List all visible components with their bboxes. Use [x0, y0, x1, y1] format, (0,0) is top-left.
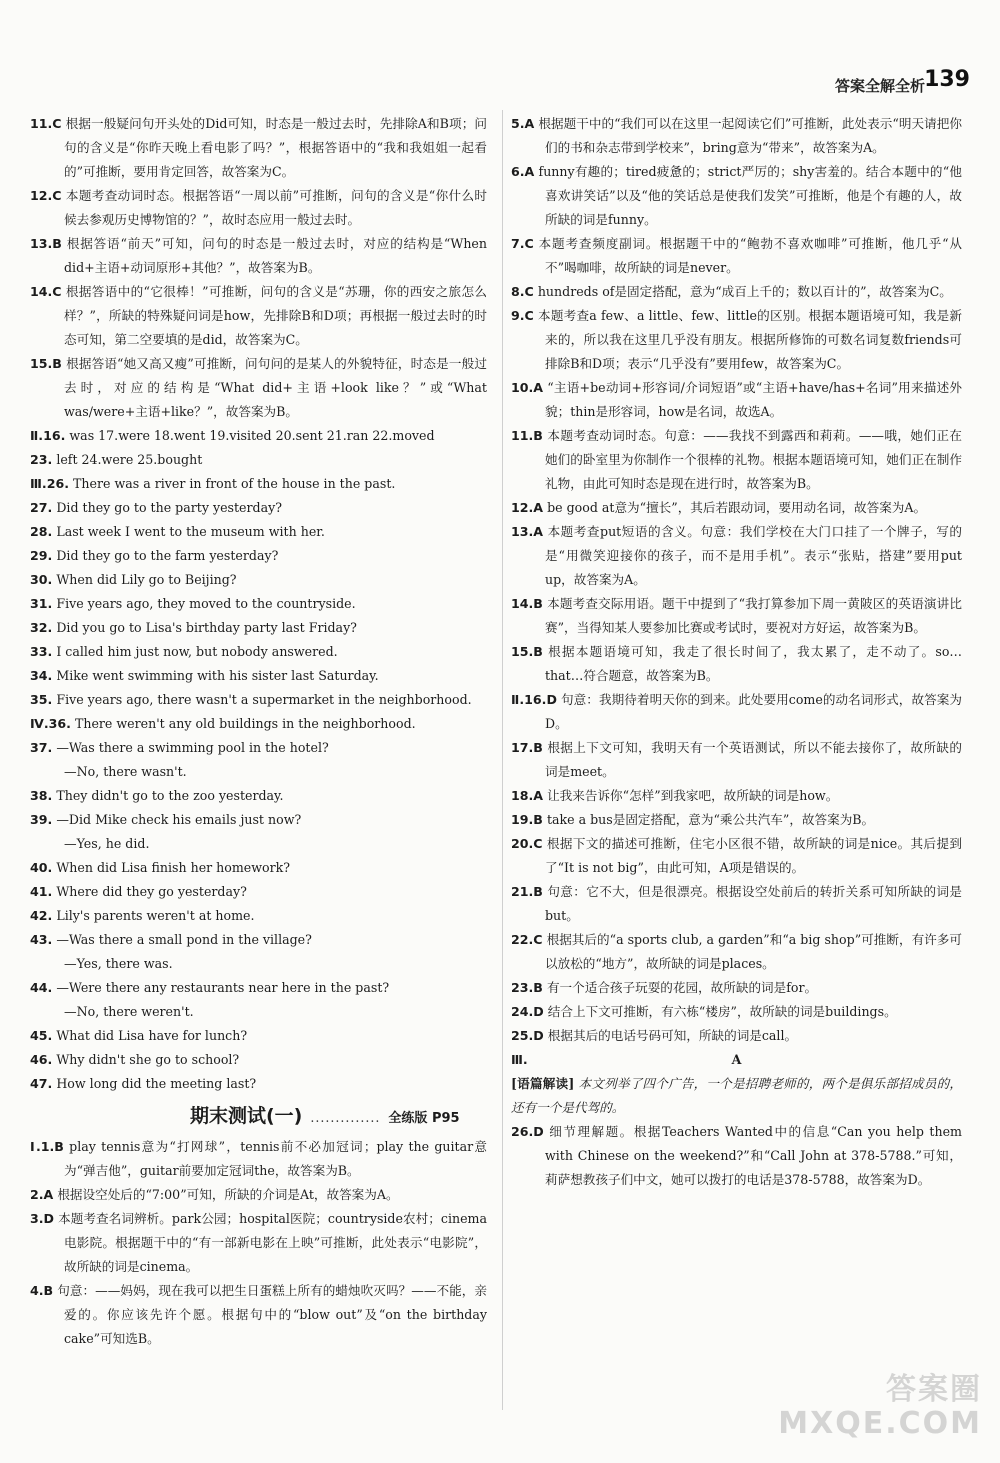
answer-text: Last week I went to the museum with her.: [56, 524, 325, 539]
reading-note: [511, 1072, 962, 1120]
answer-text: 本题考查a few、a little、few、little的区别。根据本题语境可知，我是新来的，所以我在这里几乎没有朋友。根据所修饰的可数名词复数friends可排除B和D项；表示“几乎没有”要用few，故答案为C。: [538, 308, 962, 371]
answer-number: 45.: [30, 1028, 53, 1043]
answer-text: 根据本题语境可知，我走了很长时间了，我太累了，走不动了。so…that…符合题意，故答案为B。: [545, 644, 962, 683]
answer-number: Ⅲ.26.: [30, 476, 69, 491]
section-title: 期末测试(一): [190, 1105, 303, 1127]
column-divider: [502, 110, 503, 1410]
answer-number: 46.: [30, 1052, 53, 1067]
answer-item: [511, 880, 962, 928]
answer-item: [30, 880, 487, 904]
answer-item: [30, 784, 487, 808]
answer-item: [511, 112, 962, 160]
answer-text: —No, there wasn't.: [64, 764, 187, 779]
answer-number: 40.: [30, 860, 53, 875]
answer-text: 句意：——妈妈，现在我可以把生日蛋糕上所有的蜡烛吹灭吗？——不能，亲爱的。你应该先许个愿。根据句中的“blow out”及“on the birthday cake”可知选B。: [57, 1283, 487, 1346]
answer-item: [30, 592, 487, 616]
answer-text: I called him just now, but nobody answered.: [56, 644, 338, 659]
answer-item: [30, 808, 487, 832]
answer-number: 6.A: [511, 164, 535, 179]
answer-number: 11.B: [511, 428, 543, 443]
answer-number: 2.A: [30, 1187, 54, 1202]
right-column: [511, 112, 962, 1192]
answer-number: 5.A: [511, 116, 535, 131]
answer-number: 44.: [30, 980, 53, 995]
answer-item: [511, 424, 962, 496]
answer-text: —Were there any restaurants near here in the past?: [56, 980, 390, 995]
answer-text: take a bus是固定搭配，意为“乘公共汽车”，故答案为B。: [546, 812, 875, 827]
answer-number: 33.: [30, 644, 53, 659]
answer-text: —Yes, he did.: [64, 836, 150, 851]
answer-number: 20.C: [511, 836, 543, 851]
answer-item: [30, 424, 487, 448]
answer-number: 32.: [30, 620, 53, 635]
answer-number: Ⅱ.16.D: [511, 692, 557, 707]
answer-item: [30, 832, 487, 856]
answer-number: Ⅳ.36.: [30, 716, 71, 731]
answer-number: 47.: [30, 1076, 53, 1091]
reading-tag: [语篇解读]: [511, 1076, 575, 1091]
answer-number: 13.A: [511, 524, 544, 539]
answer-item: [511, 640, 962, 688]
answer-text: —Yes, there was.: [64, 956, 173, 971]
answer-text: Did they go to the party yesterday?: [56, 500, 282, 515]
answer-text: 根据题干中的“我们可以在这里一起阅读它们”可推断，此处表示“明天请把你们的书和杂志带到学校来”，bring意为“带来”，故答案为A。: [538, 116, 962, 155]
answer-number: 13.B: [30, 236, 62, 251]
answer-item: [511, 736, 962, 784]
answer-number: 17.B: [511, 740, 543, 755]
answer-item: [511, 304, 962, 376]
answer-item: [30, 1000, 487, 1024]
watermark: [778, 1373, 982, 1441]
page-number: 139: [924, 67, 970, 92]
answer-item: [30, 640, 487, 664]
answer-text: 本题考查put短语的含义。句意：我们学校在大门口挂了一个牌子，写的是“用微笑迎接你的孩子，而不是用手机”。表示“张贴，搭建”要用put up，故答案为A。: [545, 524, 962, 587]
reading-text: 本文列举了四个广告，一个是招聘老师的，两个是俱乐部招成员的，还有一个是代驾的。: [511, 1076, 962, 1115]
answer-text: When did Lisa finish her homework?: [56, 860, 291, 875]
answer-text: 本题考查动词时态。根据答语“一周以前”可推断，问句的含义是“你什么时候去参观历史博物馆的？”，故时态应用一般过去时。: [64, 188, 487, 227]
answer-item: [30, 760, 487, 784]
answer-text: Five years ago, there wasn't a supermarket in the neighborhood.: [56, 692, 472, 707]
left-column: [30, 112, 487, 1351]
answer-item: [30, 688, 487, 712]
answer-number: 4.B: [30, 1283, 54, 1298]
answer-text: 句意：它不大，但是很漂亮。根据设空处前后的转折关系可知所缺的词是but。: [545, 884, 962, 923]
answer-item: [30, 472, 487, 496]
answer-text: 根据答语“她又高又瘦”可推断，问句问的是某人的外貌特征，时态是一般过去时，对应的结构是“What did+主语+look like？”或“What was/were+主语+like？”，故答案为B。: [64, 356, 487, 419]
answer-text: 本题考查交际用语。题干中提到了“我打算参加下周一黄陂区的英语演讲比赛”，当得知某人要参加比赛或考试时，要祝对方好运，故答案为B。: [545, 596, 962, 635]
answer-item: [511, 280, 962, 304]
answer-number: 8.C: [511, 284, 534, 299]
answer-item: [511, 1024, 962, 1048]
section-heading: [30, 1104, 487, 1131]
answer-text: Did you go to Lisa's birthday party last Friday?: [56, 620, 357, 635]
answer-text: 根据设空处后的“7:00”可知，所缺的介词是At，故答案为A。: [57, 1187, 399, 1202]
answer-text: 本题考查频度副词。根据题干中的“鲍勃不喜欢咖啡”可推断，他几乎“从不”喝咖啡，故所缺的词是never。: [538, 236, 962, 275]
answer-text: hundreds of是固定搭配，意为“成百上千的；数以百计的”，故答案为C。: [537, 284, 952, 299]
answer-number: 23.B: [511, 980, 543, 995]
answer-number: Ⅰ.1.B: [30, 1139, 64, 1154]
answer-text: —Did Mike check his emails just now?: [56, 812, 302, 827]
answer-number: 12.A: [511, 500, 544, 515]
answer-number: 19.B: [511, 812, 543, 827]
answer-item: [511, 832, 962, 880]
answer-item: [30, 1207, 487, 1279]
answer-number: 10.A: [511, 380, 544, 395]
answer-item: [30, 736, 487, 760]
answer-text: —No, there weren't.: [64, 1004, 194, 1019]
answer-number: 31.: [30, 596, 53, 611]
watermark-line2: MXQE.COM: [778, 1406, 982, 1441]
answer-number: 22.C: [511, 932, 543, 947]
answer-item: [30, 1135, 487, 1183]
answer-number: 26.D: [511, 1124, 544, 1139]
answer-text: 细节理解题。根据Teachers Wanted中的信息“Can you help them with Chinese on the weekend?”和“Call John at 378-5788.”可知，莉萨想教孩子们中文，她可以拨打的电话是378-5788，故答案为D。: [545, 1124, 962, 1187]
answer-text: “主语+be动词+形容词/介词短语”或“主语+have/has+名词”用来描述外貌；thin是形容词，how是名词，故选A。: [545, 380, 962, 419]
answer-item: [511, 232, 962, 280]
answer-text: 句意：我期待着明天你的到来。此处要用come的动名词形式，故答案为D。: [545, 692, 963, 731]
header-title: 答案全解全析: [834, 77, 925, 95]
answer-text: Where did they go yesterday?: [56, 884, 247, 899]
answer-text: 本题考查名词辨析。park公园；hospital医院；countryside农村；cinema电影院。根据题干中的“有一部新电影在上映”可推断，此处表示“电影院”，故所缺的词是cinema。: [58, 1211, 487, 1274]
section-reference: 全练版 P95: [388, 1111, 460, 1126]
answer-item: [30, 664, 487, 688]
answer-text: 让我来告诉你“怎样”到我家吧，故所缺的词是how。: [547, 788, 839, 803]
answer-text: 根据其后的电话号码可知，所缺的词是call。: [547, 1028, 798, 1043]
answer-number: 23.: [30, 452, 53, 467]
answer-text: 根据下文的描述可推断，住宅小区很不错，故所缺的词是nice。其后提到了“It is not big”，由此可知，A项是错误的。: [545, 836, 962, 875]
answer-number: 27.: [30, 500, 53, 515]
answer-number: 24.D: [511, 1004, 544, 1019]
answer-item: [30, 712, 487, 736]
answer-number: 14.B: [511, 596, 543, 611]
answer-item: [511, 928, 962, 976]
answer-number: 7.C: [511, 236, 534, 251]
answer-item: [30, 1024, 487, 1048]
answer-number: 34.: [30, 668, 53, 683]
answer-number: 15.B: [30, 356, 62, 371]
answer-item: [30, 352, 487, 424]
answer-item: [30, 232, 487, 280]
answer-text: They didn't go to the zoo yesterday.: [56, 788, 284, 803]
answer-item: [30, 1048, 487, 1072]
answer-item: [511, 976, 962, 1000]
answer-item: [511, 1000, 962, 1024]
answer-item: [511, 592, 962, 640]
answer-item: [511, 160, 962, 232]
section-three-label: Ⅲ.: [511, 1052, 528, 1067]
answer-number: 35.: [30, 692, 53, 707]
answer-text: There weren't any old buildings in the neighborhood.: [74, 716, 416, 731]
answer-item: [511, 496, 962, 520]
answer-text: 根据答语中的“它很棒！”可推断，问句的含义是“苏珊，你的西安之旅怎么样？”，所缺的特殊疑问词是how，先排除B和D项；再根据一般过去时的时态可知，第二空要填的是did，故答案为C。: [64, 284, 487, 347]
answer-text: 结合上下文可推断，有六栋“楼房”，故所缺的词是buildings。: [547, 1004, 897, 1019]
answer-number: 25.D: [511, 1028, 544, 1043]
answer-item: [30, 952, 487, 976]
answer-item: [511, 520, 962, 592]
answer-item: [30, 904, 487, 928]
answer-number: 12.C: [30, 188, 62, 203]
answer-number: Ⅱ.16.: [30, 428, 66, 443]
answer-item: [30, 976, 487, 1000]
answer-item: [30, 280, 487, 352]
answer-text: 根据答语“前天”可知，问句的时态是一般过去时，对应的结构是“When did+主语+动词原形+其他？”，故答案为B。: [64, 236, 487, 275]
answer-number: 21.B: [511, 884, 543, 899]
answer-item: [30, 1279, 487, 1351]
answer-number: 14.C: [30, 284, 62, 299]
answer-item: [30, 856, 487, 880]
answer-text: —Was there a swimming pool in the hotel?: [56, 740, 329, 755]
answer-text: 本题考查动词时态。句意：——我找不到露西和莉莉。——哦，她们正在她们的卧室里为你制作一个很棒的礼物。根据本题语境可知，她们正在制作礼物，由此可知时态是现在进行时，故答案为B。: [545, 428, 962, 491]
answer-text: play tennis意为“打网球”，tennis前不必加冠词；play the guitar意为“弹吉他”，guitar前要加定冠词the，故答案为B。: [64, 1139, 487, 1178]
answer-item: [30, 616, 487, 640]
answer-item: [30, 1183, 487, 1207]
right-answer-list: [511, 112, 962, 1048]
answer-text: Did they go to the farm yesterday?: [56, 548, 279, 563]
answer-text: Five years ago, they moved to the countryside.: [56, 596, 356, 611]
answer-number: 29.: [30, 548, 53, 563]
passage-a-label: A: [731, 1052, 742, 1067]
answer-text: funny有趣的；tired疲惫的；strict严厉的；shy害羞的。结合本题中的“他喜欢讲笑话”以及“他的笑话总是使我们发笑”可推断，他是个有趣的人，故所缺的词是funny。: [538, 164, 962, 227]
answer-number: 3.D: [30, 1211, 55, 1226]
answer-number: 15.B: [511, 644, 543, 659]
answer-text: —Was there a small pond in the village?: [56, 932, 312, 947]
answer-text: Lily's parents weren't at home.: [56, 908, 255, 923]
answer-text: How long did the meeting last?: [56, 1076, 257, 1091]
answer-text: left 24.were 25.bought: [56, 452, 203, 467]
answer-item: [30, 184, 487, 232]
answer-text: 有一个适合孩子玩耍的花园，故所缺的词是for。: [546, 980, 818, 995]
answer-number: 43.: [30, 932, 53, 947]
answer-text: 根据一般疑问句开头处的Did可知，时态是一般过去时，先排除A和B项；问句的含义是“你昨天晚上看电影了吗？”，根据答语中的“我和我姐姐一起看的”可推断，要用肯定回答，故答案为C。: [64, 116, 487, 179]
answer-text: There was a river in front of the house in the past.: [73, 476, 396, 491]
answer-text: 根据其后的“a sports club, a garden”和“a big shop”可推断，有许多可以放松的“地方”，故所缺的词是places。: [545, 932, 962, 971]
answer-number: 37.: [30, 740, 53, 755]
answer-number: 9.C: [511, 308, 534, 323]
answer-number: 42.: [30, 908, 53, 923]
answer-text: Mike went swimming with his sister last Saturday.: [56, 668, 379, 683]
left-answer-list: [30, 112, 487, 1096]
answer-text: 根据上下文可知，我明天有一个英语测试，所以不能去接你了，故所缺的词是meet。: [545, 740, 962, 779]
answer-number: 39.: [30, 812, 53, 827]
answer-item: [30, 520, 487, 544]
answer-text: was 17.were 18.went 19.visited 20.sent 21.ran 22.moved: [69, 428, 435, 443]
answer-item: [511, 784, 962, 808]
answer-item: [30, 1072, 487, 1096]
answer-text: When did Lily go to Beijing?: [56, 572, 237, 587]
answer-item: [511, 1120, 962, 1192]
answer-item: [30, 928, 487, 952]
answer-text: be good at意为“擅长”，其后若跟动词，要用动名词，故答案为A。: [547, 500, 927, 515]
answer-item: [30, 544, 487, 568]
answer-item: [30, 112, 487, 184]
answer-item: [511, 376, 962, 424]
watermark-line1: 答案圈: [886, 1372, 982, 1407]
answer-text: Why didn't she go to school?: [56, 1052, 240, 1067]
answer-number: 38.: [30, 788, 53, 803]
page-header: [0, 62, 1000, 96]
answer-number: 18.A: [511, 788, 544, 803]
answer-item: [30, 568, 487, 592]
answer-number: 28.: [30, 524, 53, 539]
section-dots: ..............: [310, 1110, 381, 1125]
answer-number: 30.: [30, 572, 53, 587]
answer-item: [511, 808, 962, 832]
answer-text: What did Lisa have for lunch?: [56, 1028, 248, 1043]
answer-number: 41.: [30, 884, 53, 899]
answer-item: [30, 496, 487, 520]
answer-number: 11.C: [30, 116, 62, 131]
answer-item: [511, 688, 962, 736]
answer-item: [30, 448, 487, 472]
section-answer-list: [30, 1135, 487, 1351]
